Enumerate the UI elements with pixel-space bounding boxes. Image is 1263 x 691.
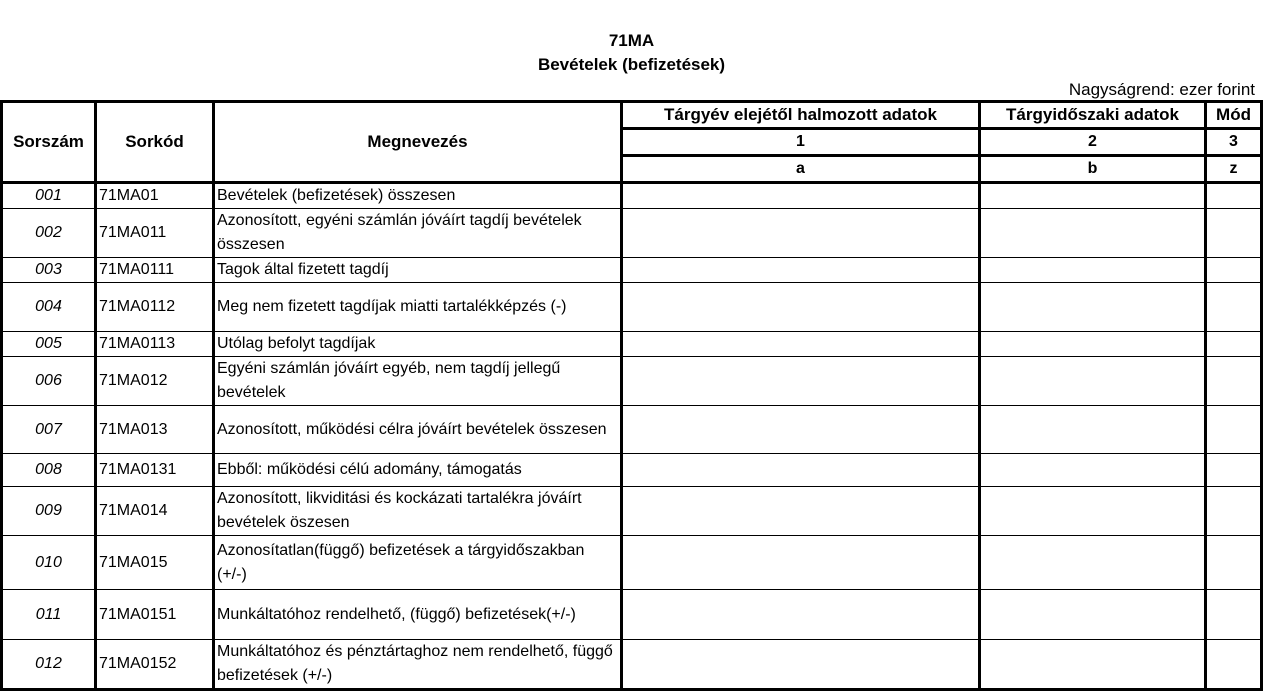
row-sorszam: 002 <box>2 209 96 258</box>
row-megnevezes: Bevételek (befizetések) összesen <box>214 183 622 209</box>
row-value-cumulative[interactable] <box>622 332 980 357</box>
row-megnevezes: Utólag befolyt tagdíjak <box>214 332 622 357</box>
row-value-mode[interactable] <box>1206 332 1262 357</box>
row-sorkod: 71MA01 <box>96 183 214 209</box>
table-row <box>2 487 1262 536</box>
row-sorszam: 011 <box>2 590 96 640</box>
row-value-mode[interactable] <box>1206 640 1262 690</box>
form-title: Bevételek (befizetések) <box>537 55 726 74</box>
header-col2: Tárgyidőszaki adatok <box>980 102 1206 129</box>
row-sorkod: 71MA0113 <box>96 332 214 357</box>
row-sorkod: 71MA0112 <box>96 283 214 332</box>
row-value-period[interactable] <box>980 590 1206 640</box>
row-megnevezes: Ebből: működési célú adomány, támogatás <box>214 454 622 487</box>
row-value-cumulative[interactable] <box>622 640 980 690</box>
row-value-period[interactable] <box>980 183 1206 209</box>
header-col1: Tárgyév elejétől halmozott adatok <box>622 102 980 129</box>
table-row <box>2 183 1262 209</box>
row-sorszam: 003 <box>2 258 96 283</box>
table-row <box>2 357 1262 406</box>
row-value-cumulative[interactable] <box>622 454 980 487</box>
row-value-period[interactable] <box>980 454 1206 487</box>
table-row <box>2 536 1262 590</box>
row-value-period[interactable] <box>980 536 1206 590</box>
row-value-period[interactable] <box>980 283 1206 332</box>
header-col2-num: 2 <box>980 129 1206 156</box>
row-sorszam: 007 <box>2 406 96 454</box>
header-col3-letter: z <box>1206 156 1262 183</box>
header-col1-letter: a <box>622 156 980 183</box>
row-megnevezes: Azonosított, likviditási és kockázati tartalékra jóváírt bevételek öszesen <box>214 487 622 536</box>
row-megnevezes: Munkáltatóhoz és pénztártaghoz nem rendelhető, függő befizetések (+/-) <box>214 640 622 690</box>
header-sorszam: Sorszám <box>2 102 96 183</box>
row-value-cumulative[interactable] <box>622 357 980 406</box>
row-value-cumulative[interactable] <box>622 487 980 536</box>
row-value-cumulative[interactable] <box>622 536 980 590</box>
table-row <box>2 209 1262 258</box>
row-value-period[interactable] <box>980 487 1206 536</box>
row-value-mode[interactable] <box>1206 209 1262 258</box>
row-sorkod: 71MA013 <box>96 406 214 454</box>
row-megnevezes: Munkáltatóhoz rendelhető, (függő) befizetések(+/-) <box>214 590 622 640</box>
row-sorkod: 71MA0152 <box>96 640 214 690</box>
row-value-mode[interactable] <box>1206 258 1262 283</box>
table-row <box>2 406 1262 454</box>
row-value-mode[interactable] <box>1206 406 1262 454</box>
row-sorszam: 001 <box>2 183 96 209</box>
row-sorszam: 010 <box>2 536 96 590</box>
row-sorszam: 006 <box>2 357 96 406</box>
row-value-cumulative[interactable] <box>622 209 980 258</box>
header-col2-letter: b <box>980 156 1206 183</box>
row-sorszam: 009 <box>2 487 96 536</box>
table-row <box>2 332 1262 357</box>
row-megnevezes: Azonosított, egyéni számlán jóváírt tagdíj bevételek összesen <box>214 209 622 258</box>
row-sorkod: 71MA0131 <box>96 454 214 487</box>
row-value-mode[interactable] <box>1206 536 1262 590</box>
row-sorkod: 71MA0151 <box>96 590 214 640</box>
row-value-mode[interactable] <box>1206 283 1262 332</box>
header-col1-num: 1 <box>622 129 980 156</box>
row-value-mode[interactable] <box>1206 487 1262 536</box>
row-value-mode[interactable] <box>1206 590 1262 640</box>
row-value-period[interactable] <box>980 332 1206 357</box>
table-row <box>2 283 1262 332</box>
table-row <box>2 590 1262 640</box>
row-sorszam: 004 <box>2 283 96 332</box>
row-sorkod: 71MA0111 <box>96 258 214 283</box>
row-value-cumulative[interactable] <box>622 590 980 640</box>
row-megnevezes: Azonosított, működési célra jóváírt bevételek összesen <box>214 406 622 454</box>
row-sorkod: 71MA015 <box>96 536 214 590</box>
row-value-period[interactable] <box>980 258 1206 283</box>
header-col3: Mód <box>1206 102 1262 129</box>
row-value-cumulative[interactable] <box>622 258 980 283</box>
row-value-mode[interactable] <box>1206 454 1262 487</box>
row-sorkod: 71MA011 <box>96 209 214 258</box>
row-value-cumulative[interactable] <box>622 406 980 454</box>
row-value-mode[interactable] <box>1206 183 1262 209</box>
data-table <box>0 100 1263 691</box>
row-value-cumulative[interactable] <box>622 283 980 332</box>
row-value-period[interactable] <box>980 406 1206 454</box>
header-col3-num: 3 <box>1206 129 1262 156</box>
row-megnevezes: Tagok által fizetett tagdíj <box>214 258 622 283</box>
header-megnevezes: Megnevezés <box>214 102 622 183</box>
row-megnevezes: Azonosítatlan(függő) befizetések a tárgyidőszakban (+/-) <box>214 536 622 590</box>
row-sorkod: 71MA014 <box>96 487 214 536</box>
table-row <box>2 454 1262 487</box>
table-row <box>2 258 1262 283</box>
row-value-period[interactable] <box>980 357 1206 406</box>
table-row <box>2 640 1262 690</box>
row-value-cumulative[interactable] <box>622 183 980 209</box>
header-sorkod: Sorkód <box>96 102 214 183</box>
row-sorszam: 005 <box>2 332 96 357</box>
row-megnevezes: Egyéni számlán jóváírt egyéb, nem tagdíj jellegű bevételek <box>214 357 622 406</box>
row-sorkod: 71MA012 <box>96 357 214 406</box>
row-sorszam: 012 <box>2 640 96 690</box>
unit-label: Nagyságrend: ezer forint <box>1068 80 1255 99</box>
form-code: 71MA <box>608 31 655 50</box>
row-megnevezes: Meg nem fizetett tagdíjak miatti tartalékképzés (-) <box>214 283 622 332</box>
row-value-period[interactable] <box>980 209 1206 258</box>
row-value-period[interactable] <box>980 640 1206 690</box>
row-sorszam: 008 <box>2 454 96 487</box>
row-value-mode[interactable] <box>1206 357 1262 406</box>
